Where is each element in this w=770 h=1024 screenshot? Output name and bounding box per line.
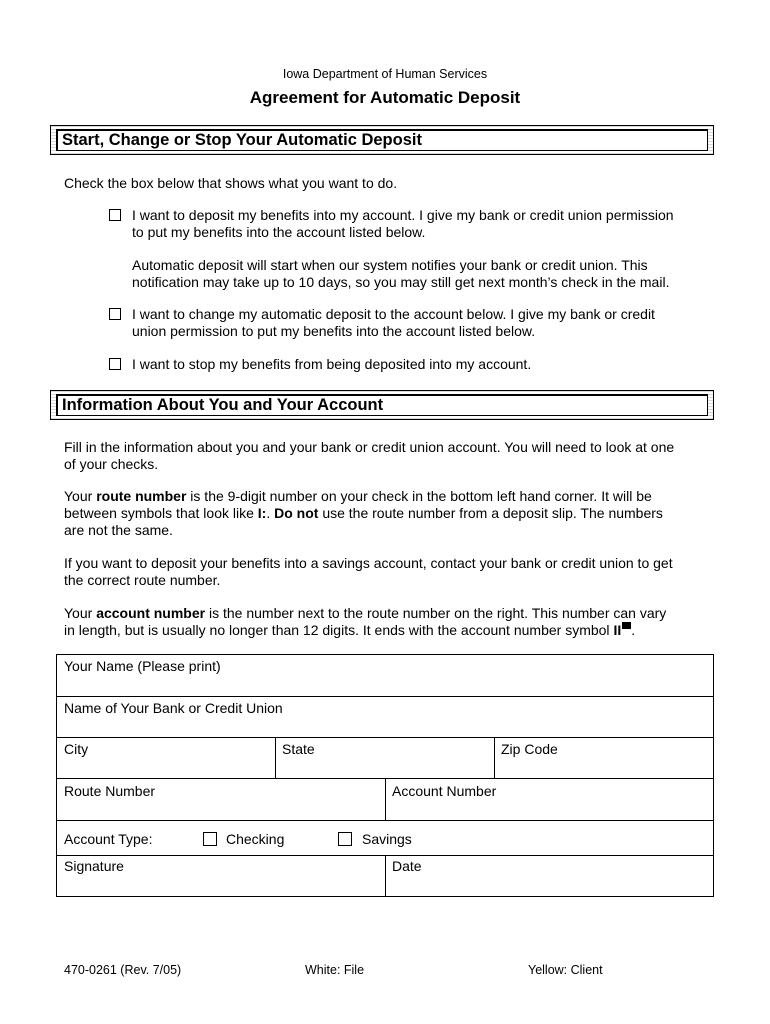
state-label: State (282, 741, 315, 757)
route-symbol: I: (257, 505, 267, 521)
account-number-label: Account Number (392, 783, 497, 799)
savings-label: Savings (362, 831, 412, 847)
section-heading: Start, Change or Stop Your Automatic Deposit (56, 129, 708, 151)
account-number-paragraph (64, 605, 714, 639)
route-number-term: route number (96, 488, 187, 504)
option-change-line2: union permission to put my benefits into the account listed below. (132, 323, 536, 339)
section-start-change-stop (50, 125, 714, 155)
section-information (50, 390, 714, 420)
route-p-line3: are not the same. (64, 522, 173, 538)
do-not-emphasis: Do not (274, 505, 319, 521)
yellow-copy-label: Yellow: Client (528, 963, 603, 977)
savings-checkbox[interactable] (338, 832, 352, 846)
savings-p-line1: If you want to deposit your benefits into a savings account, contact your bank or credit union to get (64, 555, 673, 571)
zip-code-label: Zip Code (501, 741, 558, 757)
page-title: Agreement for Automatic Deposit (249, 88, 521, 107)
divider (385, 778, 386, 820)
signature-label: Signature (64, 858, 124, 874)
start-deposit-checkbox[interactable] (109, 209, 121, 221)
form-number: 470-0261 (Rev. 7/05) (64, 963, 182, 977)
option-change-text (132, 306, 712, 340)
bank-name-label: Name of Your Bank or Credit Union (64, 700, 283, 716)
divider (494, 737, 495, 778)
section-heading: Information About You and Your Account (56, 394, 708, 416)
option-stop-text: I want to stop my benefits from being deposited into my account. (132, 356, 532, 372)
account-symbol: II (613, 622, 622, 638)
text: is the 9-digit number on your check in the bottom left hand corner. It will be (186, 488, 652, 504)
option-change-line1: I want to change my automatic deposit to the account below. I give my bank or credit (132, 306, 655, 322)
text: is the number next to the route number on the right. This number can vary (205, 605, 667, 621)
text: use the route number from a deposit slip. The numbers (318, 505, 663, 521)
account-p-line1 (64, 605, 714, 622)
change-deposit-checkbox[interactable] (109, 308, 121, 320)
start-note (132, 257, 712, 291)
info-p1-line2: of your checks. (64, 456, 159, 472)
option-start-line1: I want to deposit my benefits into my account. I give my bank or credit union permission (132, 207, 674, 223)
checking-checkbox[interactable] (203, 832, 217, 846)
divider (385, 855, 386, 896)
white-copy-label: White: File (305, 963, 365, 977)
date-label: Date (392, 858, 422, 874)
text: in length, but is usually no longer than 12 digits. It ends with the account number symbol (64, 622, 614, 638)
text: . (266, 505, 275, 521)
city-label: City (64, 741, 89, 757)
account-type-label: Account Type: (64, 831, 153, 847)
start-note-line2: notification may take up to 10 days, so you may still get next month’s check in the mail. (132, 274, 670, 290)
savings-p-line2: the correct route number. (64, 572, 221, 588)
account-info-form (56, 654, 714, 897)
divider (275, 737, 276, 778)
start-note-line1: Automatic deposit will start when our system notifies your bank or credit union. This (132, 257, 648, 273)
route-p-line2 (64, 505, 714, 522)
info-paragraph-1 (64, 439, 714, 473)
route-p-line1 (64, 488, 714, 505)
text: between symbols that look like (64, 505, 258, 521)
your-name-label: Your Name (Please print) (64, 658, 221, 674)
text: Your (64, 488, 97, 504)
option-start-line2: to put my benefits into the account listed below. (132, 224, 426, 240)
divider (57, 696, 713, 697)
instruction-text: Check the box below that shows what you want to do. (64, 175, 398, 191)
divider (57, 737, 713, 738)
agency-name: Iowa Department of Human Services (282, 67, 488, 81)
account-number-term: account number (96, 605, 206, 621)
text: . (631, 622, 636, 638)
account-symbol-icon (622, 622, 631, 629)
stop-deposit-checkbox[interactable] (109, 358, 121, 370)
option-start-text (132, 207, 712, 241)
route-number-label: Route Number (64, 783, 156, 799)
text: Your (64, 605, 97, 621)
route-number-paragraph (64, 488, 714, 539)
divider (57, 820, 713, 821)
account-p-line2 (64, 622, 714, 639)
info-p1-line1: Fill in the information about you and your bank or credit union account. You will need to look at one (64, 439, 675, 455)
checking-label: Checking (226, 831, 285, 847)
savings-paragraph (64, 555, 714, 589)
